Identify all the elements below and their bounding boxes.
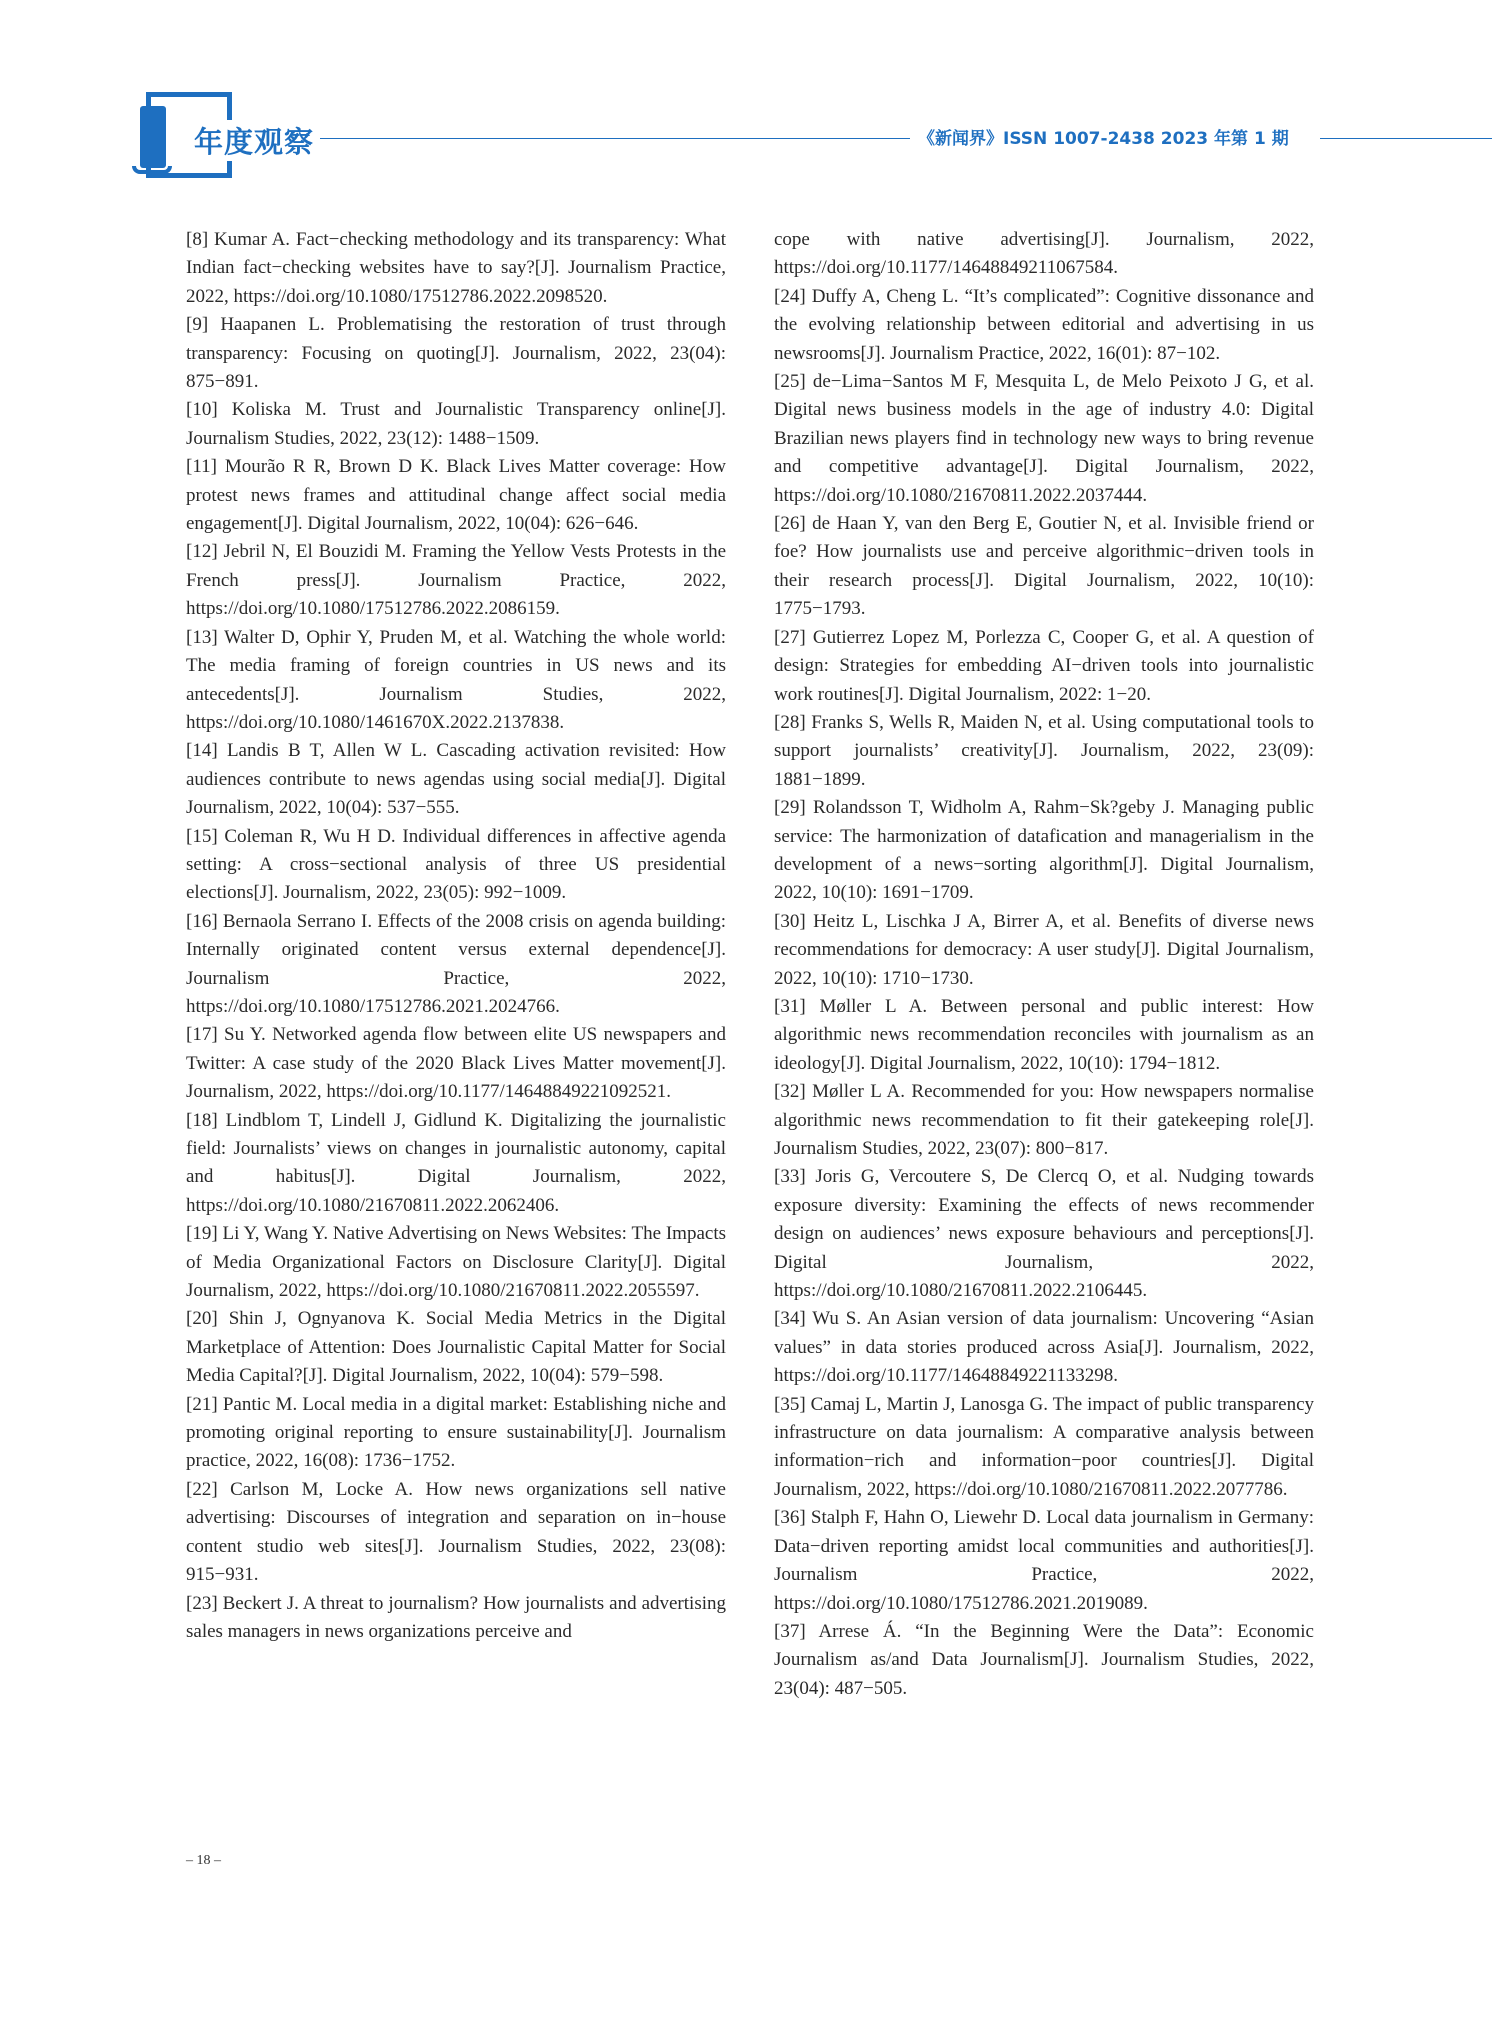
- reference-item: [12] Jebril N, El Bouzidi M. Framing the Yellow Vests Protests in the French press[J]. Journalism Practice, 2022, https://doi.org/10.1080/17512786.2022.2086159.: [186, 541, 726, 620]
- reference-item: [35] Camaj L, Martin J, Lanosga G. The impact of public transparency infrastructure on data journalism: A comparative analysis between information−rich and information−poor countries[J]. Digital Journalism, 2022, https://doi.org/10.1080/21670811.2022.2077786.: [774, 1393, 1314, 1500]
- reference-item: [13] Walter D, Ophir Y, Pruden M, et al. Watching the whole world: The media framing of foreign countries in US news and its antecedents[J]. Journalism Studies, 2022, https://doi.org/10.1080/1461670X.2022.2137838.: [186, 626, 726, 733]
- references-left-column: [186, 226, 726, 1646]
- reference-item: [17] Su Y. Networked agenda flow between elite US newspapers and Twitter: A case study of the 2020 Black Lives Matter movement[J]. Journalism, 2022, https://doi.org/10.1177/14648849221092521.: [186, 1024, 726, 1103]
- reference-item: [10] Koliska M. Trust and Journalistic Transparency online[J]. Journalism Studies, 2022, 23(12): 1488−1509.: [186, 399, 726, 449]
- reference-item: [14] Landis B T, Allen W L. Cascading activation revisited: How audiences contribute to news agendas using social media[J]. Digital Journalism, 2022, 10(04): 537−555.: [186, 740, 726, 819]
- reference-item: [29] Rolandsson T, Widholm A, Rahm−Sk?geby J. Managing public service: The harmonization of datafication and managerialism in the development of a news−sorting algorithm[J]. Digital Journalism, 2022, 10(10): 1691−1709.: [774, 797, 1314, 904]
- reference-item: [28] Franks S, Wells R, Maiden N, et al. Using computational tools to support journalists’ creativity[J]. Journalism, 2022, 23(09): 1881−1899.: [774, 711, 1314, 790]
- reference-item: [33] Joris G, Vercoutere S, De Clercq O, et al. Nudging towards exposure diversity: Examining the effects of news recommender design on audiences’ news exposure behaviours and perceptions[J]. Digital Journalism, 2022, https://doi.org/10.1080/21670811.2022.2106445.: [774, 1166, 1314, 1302]
- reference-item: [31] Møller L A. Between personal and public interest: How algorithmic news recommendation reconciles with journalism as an ideology[J]. Digital Journalism, 2022, 10(10): 1794−1812.: [774, 995, 1314, 1074]
- section-title: 年度观察: [188, 120, 320, 161]
- reference-item: [36] Stalph F, Hahn O, Liewehr D. Local data journalism in Germany: Data−driven reporting amidst local communities and authorities[J]. Journalism Practice, 2022, https://doi.org/10.1080/17512786.2021.2019089.: [774, 1507, 1314, 1614]
- reference-item: [16] Bernaola Serrano I. Effects of the 2008 crisis on agenda building: Internally originated content versus external dependence[J]. Journalism Practice, 2022, https://doi.org/10.1080/17512786.2021.2024766.: [186, 910, 726, 1017]
- header-rule-right: [1320, 138, 1492, 139]
- microphone-icon: [140, 106, 166, 168]
- reference-item: [30] Heitz L, Lischka J A, Birrer A, et al. Benefits of diverse news recommendations for democracy: A user study[J]. Digital Journalism, 2022, 10(10): 1710−1730.: [774, 910, 1314, 989]
- reference-item: [15] Coleman R, Wu H D. Individual differences in affective agenda setting: A cross−sectional analysis of three US presidential elections[J]. Journalism, 2022, 23(05): 992−1009.: [186, 825, 726, 904]
- reference-item: [11] Mourão R R, Brown D K. Black Lives Matter coverage: How protest news frames and attitudinal change affect social media engagement[J]. Digital Journalism, 2022, 10(04): 626−646.: [186, 456, 726, 535]
- reference-item: cope with native advertising[J]. Journalism, 2022, https://doi.org/10.1177/14648849211067584.: [774, 229, 1314, 279]
- reference-item: [34] Wu S. An Asian version of data journalism: Uncovering “Asian values” in data stories produced across Asia[J]. Journalism, 2022, https://doi.org/10.1177/14648849221133298.: [774, 1308, 1314, 1387]
- reference-item: [27] Gutierrez Lopez M, Porlezza C, Cooper G, et al. A question of design: Strategies for embedding AI−driven tools into journalistic work routines[J]. Digital Journalism, 2022: 1−20.: [774, 626, 1314, 705]
- page-header: [0, 0, 1500, 200]
- references-right-column: [774, 226, 1314, 1703]
- reference-item: [24] Duffy A, Cheng L. “It’s complicated”: Cognitive dissonance and the evolving relationship between editorial and advertising in us newsrooms[J]. Journalism Practice, 2022, 16(01): 87−102.: [774, 285, 1314, 364]
- reference-item: [21] Pantic M. Local media in a digital market: Establishing niche and promoting original reporting to ensure sustainability[J]. Journalism practice, 2022, 16(08): 1736−1752.: [186, 1393, 726, 1472]
- reference-item: [26] de Haan Y, van den Berg E, Goutier N, et al. Invisible friend or foe? How journalists use and perceive algorithmic−driven tools in their research process[J]. Digital Journalism, 2022, 10(10): 1775−1793.: [774, 513, 1314, 620]
- reference-item: [18] Lindblom T, Lindell J, Gidlund K. Digitalizing the journalistic field: Journalists’ views on changes in journalistic autonomy, capital and habitus[J]. Digital Journalism, 2022, https://doi.org/10.1080/21670811.2022.2062406.: [186, 1109, 726, 1216]
- header-rule-left: [300, 138, 910, 139]
- reference-item: [20] Shin J, Ognyanova K. Social Media Metrics in the Digital Marketplace of Attention: Does Journalistic Capital Matter for Social Media Capital?[J]. Digital Journalism, 2022, 10(04): 579−598.: [186, 1308, 726, 1387]
- reference-item: [37] Arrese Á. “In the Beginning Were the Data”: Economic Journalism as/and Data Journalism[J]. Journalism Studies, 2022, 23(04): 487−505.: [774, 1620, 1314, 1699]
- microphone-stand-icon: [132, 166, 172, 174]
- reference-item: [8] Kumar A. Fact−checking methodology and its transparency: What Indian fact−checking websites have to say?[J]. Journalism Practice, 2022, https://doi.org/10.1080/17512786.2022.2098520.: [186, 229, 726, 307]
- reference-item: [23] Beckert J. A threat to journalism? How journalists and advertising sales managers in news organizations perceive and: [186, 1592, 726, 1642]
- reference-item: [9] Haapanen L. Problematising the restoration of trust through transparency: Focusing on quoting[J]. Journalism, 2022, 23(04): 875−891.: [186, 314, 726, 393]
- reference-item: [19] Li Y, Wang Y. Native Advertising on News Websites: The Impacts of Media Organizational Factors on Disclosure Clarity[J]. Digital Journalism, 2022, https://doi.org/10.1080/21670811.2022.2055597.: [186, 1223, 726, 1302]
- reference-item: [22] Carlson M, Locke A. How news organizations sell native advertising: Discourses of integration and separation on in−house content studio web sites[J]. Journalism Studies, 2022, 23(08): 915−931.: [186, 1478, 726, 1586]
- page-number: – 18 –: [186, 1853, 221, 1868]
- journal-info: 《新闻界》ISSN 1007-2438 2023 年第 1 期: [918, 129, 1289, 149]
- reference-item: [25] de−Lima−Santos M F, Mesquita L, de Melo Peixoto J G, et al. Digital news business models in the age of industry 4.0: Digital Brazilian news players find in technology new ways to bring revenue and competitive advantage[J]. Digital Journalism, 2022, https://doi.org/10.1080/21670811.2022.2037444.: [774, 371, 1314, 506]
- reference-item: [32] Møller L A. Recommended for you: How newspapers normalise algorithmic news recommendation to fit their gatekeeping role[J]. Journalism Studies, 2022, 23(07): 800−817.: [774, 1081, 1314, 1159]
